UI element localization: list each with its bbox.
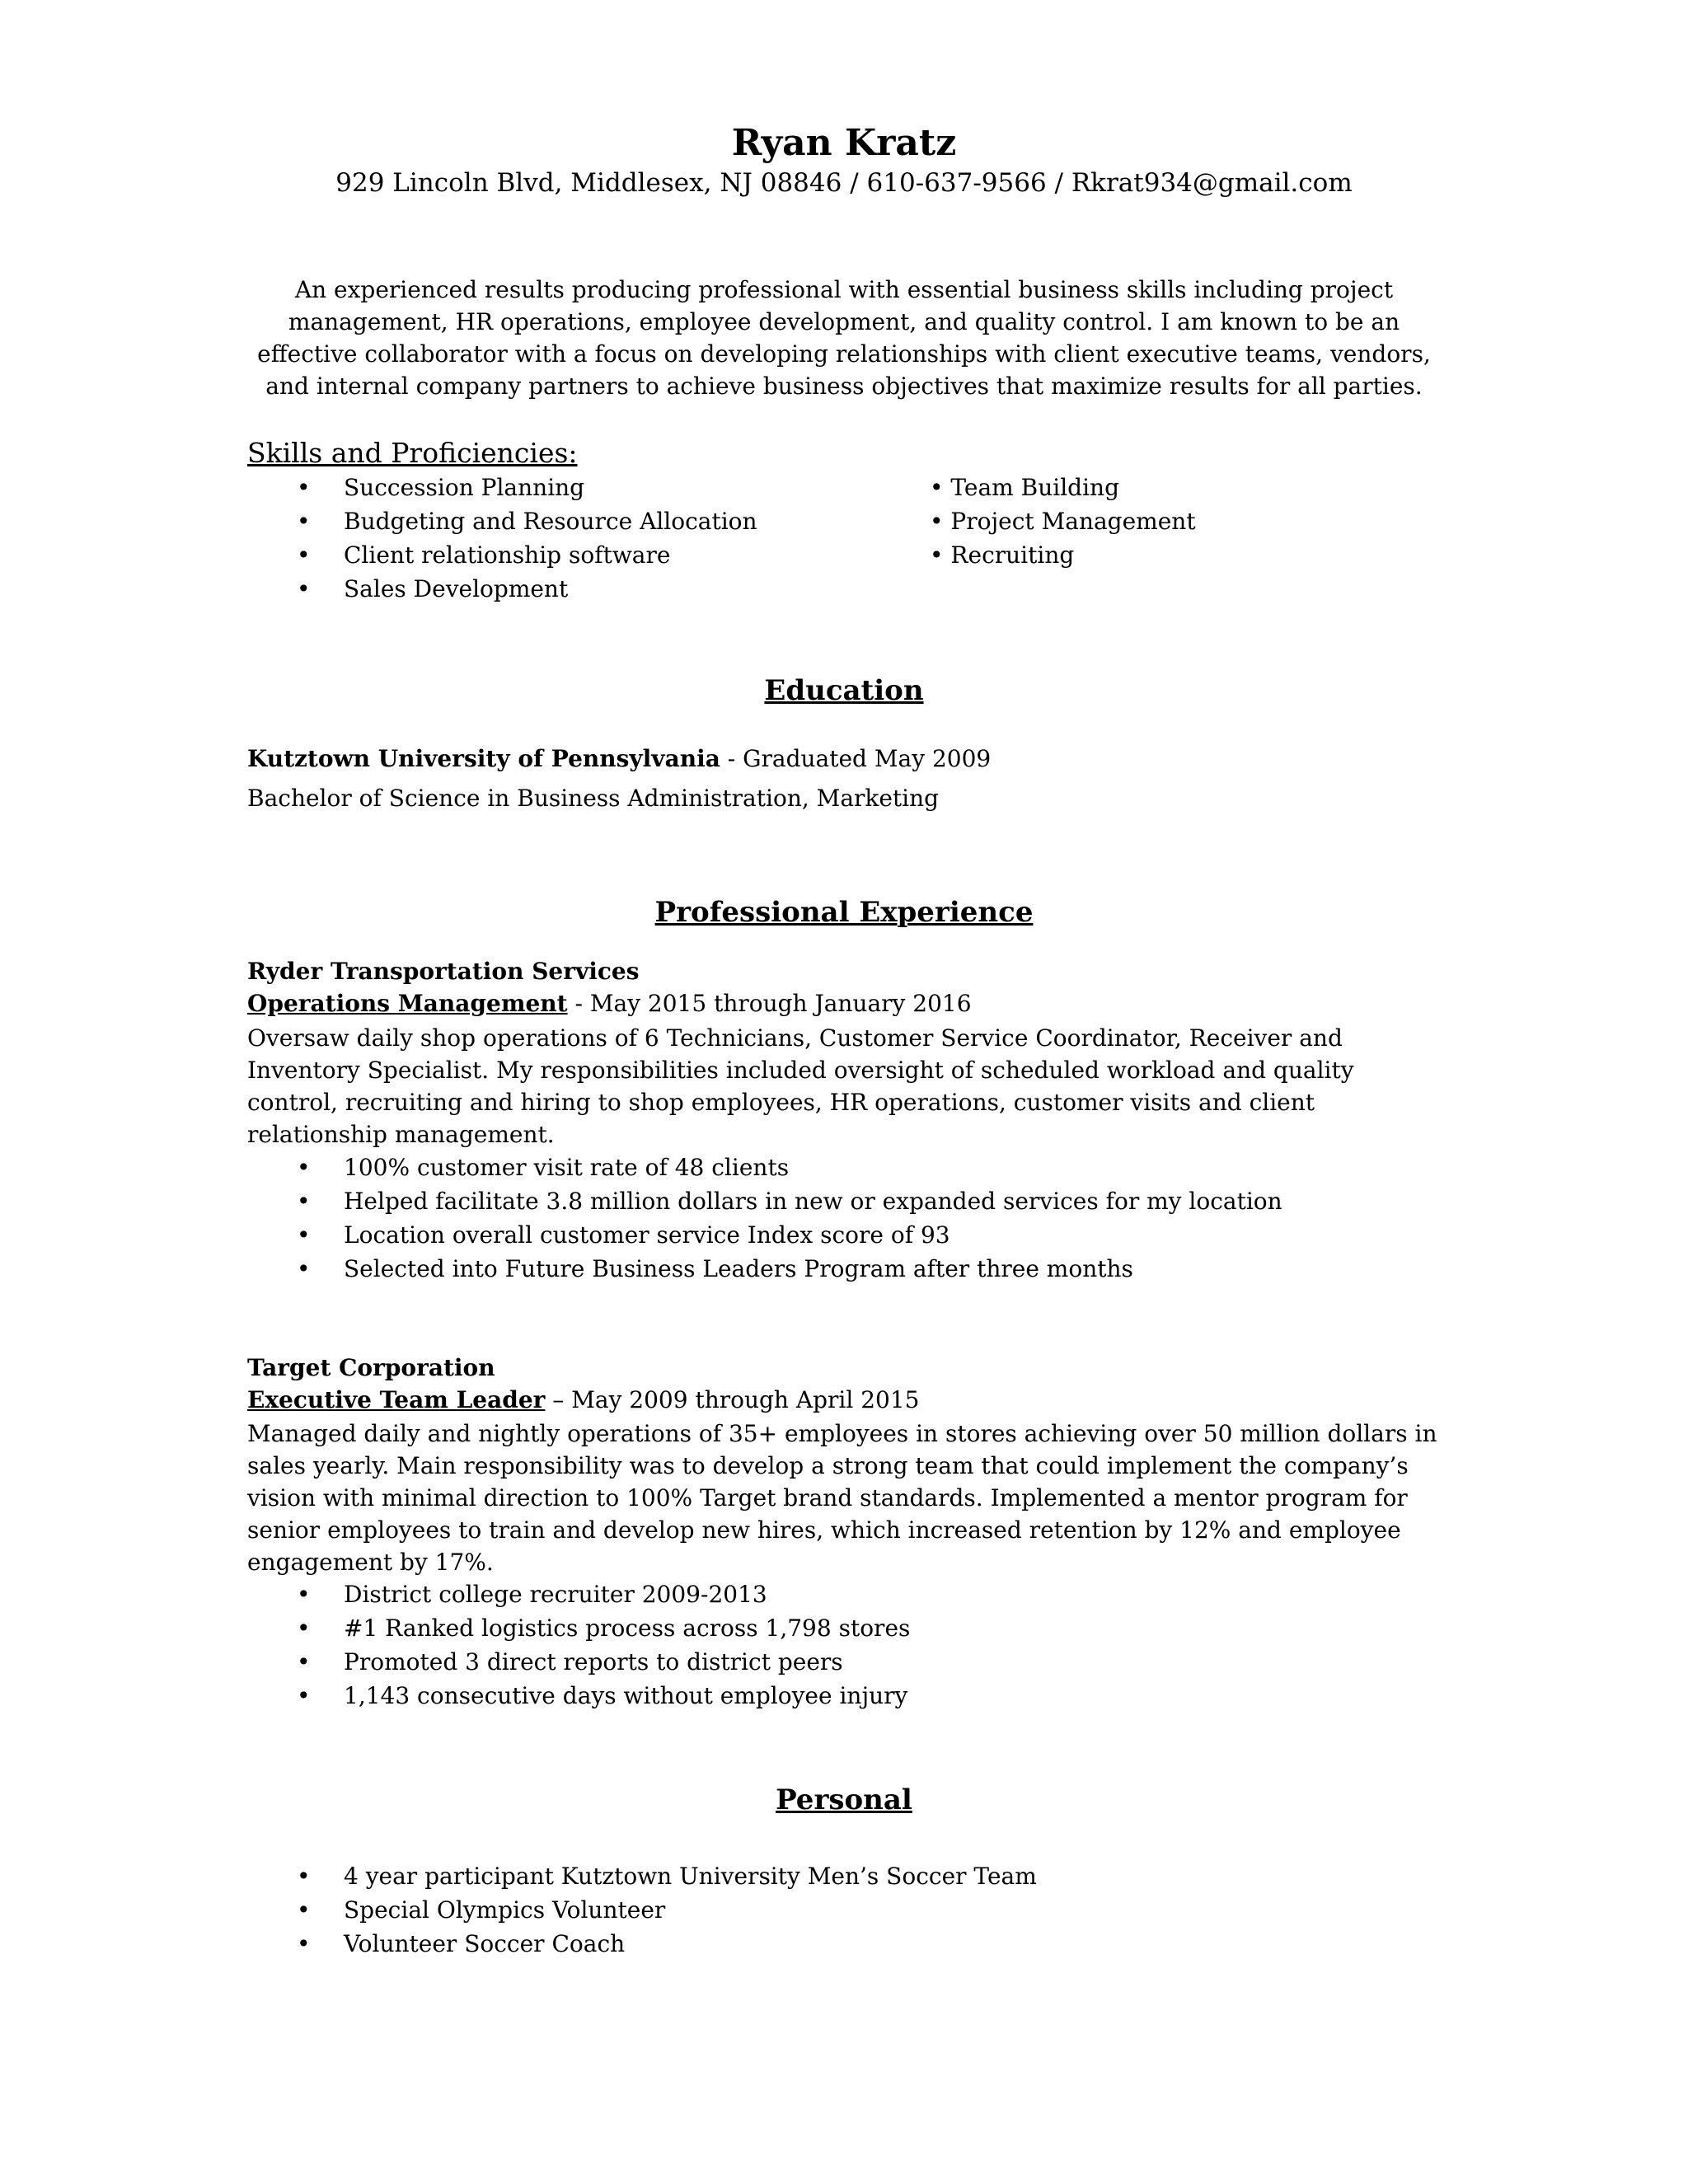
skills-list-right bbox=[930, 471, 1196, 572]
job-title-line bbox=[247, 990, 972, 1017]
bullet-icon: • bbox=[297, 1682, 311, 1709]
summary-line: effective collaborator with a focus on developing relationships with client executive teams, vendors, bbox=[257, 340, 1431, 368]
list-item: • Recruiting bbox=[930, 541, 1075, 569]
summary-paragraph bbox=[247, 274, 1441, 402]
bullet-icon: • bbox=[297, 1581, 311, 1608]
resume-page: Ryan Kratz 929 Lincoln Blvd, Middlesex, NJ 08846 / 610-637-9566 / Rkrat934@gmail.com An experienced results producing professional with essential business skills including project management, HR operations, employee development, and quality control. I am known to be an effective collaborator with a focus on developing relationships with client executive teams, vendors, and internal company partners to achieve business objectives that maximize results for all parties. Skills and Proficiencies: • Succession Planning • Budgeting and Resource Allocation • Client relationship software • Sales Development • Team Building • Project Management • Recruiting Education Kutztown University of Pennsylvania - Graduated May 2009 Bachelor of Science in Business Administration, Marketing Professional Experience Ryder Transportation Services Operations Management - May 2015 through January 2016 Oversaw daily shop operations of 6 Technicians, Customer Service Coordinator, Receiver and Inventory Specialist. My responsibilities included oversight of scheduled workload and quality control, recruiting and hiring to shop employees, HR operations, customer visits and client relationship management. • 100% customer visit rate of 48 clients • Helped facilitate 3.8 million dollars in new or expanded services for my location • Location overall customer service Index score of 93 • Selected into Future Business Leaders Program after three months Target Corporation Executive Team Leader – May 2009 through April 2015 Managed daily and nightly operations of 35+ employees in stores achieving over 50 million dollars in sales yearly. Main responsibility was to develop a strong team that could implement the company’s vision with minimal direction to 100% Target brand standards. Implemented a mentor program for senior employees to train and develop new hires, which increased retention by 12% and employee engagement by 17%. • District college recruiter 2009-2013 • #1 Ranked logistics process across 1,798 stores • Promoted 3 direct reports to district peers • 1,143 consecutive days without employee injury Personal • 4 year participant Kutztown University Men’s Soccer Team • Special Olympics Volunteer • Volunteer Soccer Coach bbox=[0, 0, 1688, 2184]
bullet-icon: • bbox=[297, 474, 311, 501]
list-item: • Team Building bbox=[930, 474, 1119, 501]
job-title-line bbox=[247, 1386, 919, 1413]
contact-line: 929 Lincoln Blvd, Middlesex, NJ 08846 / 610-637-9566 / Rkrat934@gmail.com bbox=[335, 168, 1353, 198]
personal-heading: Personal bbox=[776, 1783, 912, 1816]
company-name: Target Corporation bbox=[247, 1354, 495, 1381]
bullet-icon: • bbox=[297, 1188, 311, 1215]
job-title: Executive Team Leader bbox=[247, 1386, 546, 1413]
school-name: Kutztown University of Pennsylvania bbox=[247, 745, 720, 772]
job-dates: - May 2015 through January 2016 bbox=[567, 990, 972, 1017]
bullet-icon: • bbox=[297, 1863, 311, 1890]
job-description: Oversaw daily shop operations of 6 Technicians, Customer Service Coordinator, Receiver and Inventory Specialist. My responsibilities included oversight of scheduled workload and quality control, recruiting and hiring to shop employees, HR operations, customer visits and client relationship management. bbox=[247, 1024, 1354, 1148]
company-name: Ryder Transportation Services bbox=[247, 958, 640, 985]
experience-heading: Professional Experience bbox=[654, 896, 1034, 929]
bullet-icon: • bbox=[297, 1154, 311, 1181]
bullet-icon: • bbox=[297, 575, 311, 602]
bullet-icon: • bbox=[297, 1930, 311, 1957]
skills-heading: Skills and Proficiencies: bbox=[247, 437, 578, 469]
bullet-icon: • bbox=[297, 541, 311, 569]
list-item: • Project Management bbox=[930, 508, 1196, 535]
bullet-icon: • bbox=[297, 1221, 311, 1249]
bullet-icon: • bbox=[297, 1255, 311, 1282]
degree-line: Bachelor of Science in Business Administration, Marketing bbox=[247, 785, 940, 812]
education-school-line bbox=[247, 745, 991, 772]
education-heading: Education bbox=[764, 674, 924, 707]
graduation-date: - Graduated May 2009 bbox=[720, 745, 992, 772]
job-description: Managed daily and nightly operations of 35+ employees in stores achieving over 50 million dollars in sales yearly. Main responsibility was to develop a strong team that could implement the company’s vision with minimal direction to 100% Target brand standards. Implemented a mentor program for senior employees to train and develop new hires, which increased retention by 12% and employee engagement by 17%. bbox=[247, 1420, 1437, 1576]
summary-line: and internal company partners to achieve business objectives that maximize results for all parties. bbox=[265, 373, 1423, 400]
bullet-icon: • bbox=[297, 1896, 311, 1924]
job-dates: – May 2009 through April 2015 bbox=[545, 1386, 920, 1413]
candidate-name: Ryan Kratz bbox=[731, 122, 957, 164]
bullet-icon: • bbox=[297, 1648, 311, 1675]
summary-line: management, HR operations, employee development, and quality control. I am known to be an bbox=[288, 308, 1400, 335]
job-title: Operations Management bbox=[247, 990, 568, 1017]
bullet-icon: • bbox=[297, 1615, 311, 1642]
summary-line: An experienced results producing professional with essential business skills including project bbox=[294, 276, 1394, 303]
bullet-icon: • bbox=[297, 508, 311, 535]
